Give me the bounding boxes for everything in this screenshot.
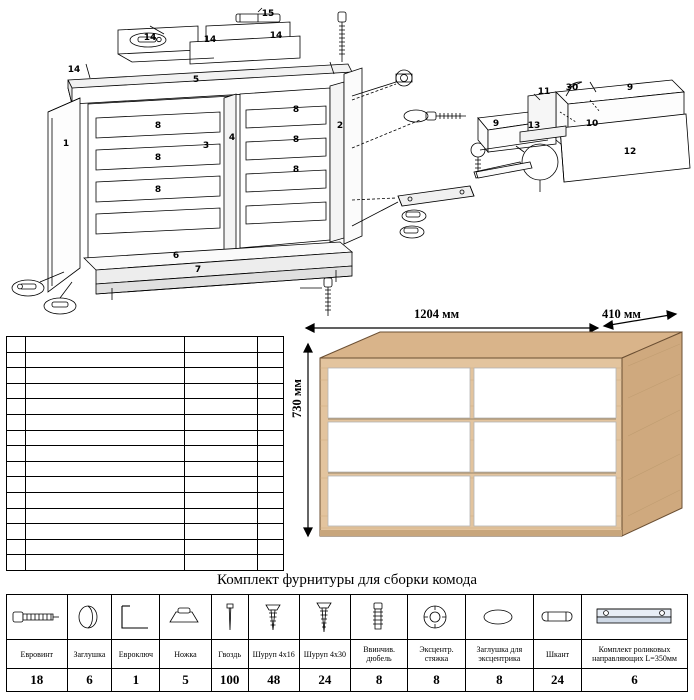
- hardware-item-count: 5: [160, 669, 211, 692]
- screw-in-dowel-icon: [350, 595, 407, 640]
- svg-text:14: 14: [203, 35, 217, 45]
- nail-icon: [211, 595, 248, 640]
- eccentric-cap-icon: [465, 595, 533, 640]
- svg-text:10: 10: [585, 119, 599, 129]
- dowel-icon: [534, 595, 582, 640]
- hardware-item-name: Ввинчив. дюбель: [350, 640, 407, 669]
- slide-set-icon: [582, 595, 688, 640]
- svg-text:7: 7: [194, 265, 202, 275]
- hardware-kit-table: [6, 594, 688, 692]
- svg-text:1: 1: [62, 139, 70, 149]
- part-number: [7, 555, 26, 571]
- part-number: [7, 508, 26, 524]
- svg-text:8: 8: [154, 121, 162, 131]
- part-number: [7, 524, 26, 540]
- part-number: [7, 492, 26, 508]
- hardware-item-name: Шуруп 4х30: [299, 640, 350, 669]
- svg-text:30: 30: [565, 83, 579, 93]
- svg-text:5: 5: [192, 75, 200, 85]
- table-row: [7, 461, 284, 477]
- part-size: [185, 446, 258, 462]
- hardware-section-title: Комплект фурнитуры для сборки комода: [216, 572, 477, 588]
- part-name: [25, 399, 185, 415]
- part-name: [25, 337, 185, 353]
- part-qty: [257, 368, 283, 384]
- part-number: [7, 368, 26, 384]
- part-number: [7, 414, 26, 430]
- part-size: [185, 508, 258, 524]
- hardware-item-count: 8: [408, 669, 465, 692]
- parts-list-table: [6, 336, 284, 571]
- eccentric-tie-icon: [408, 595, 465, 640]
- part-number: [7, 446, 26, 462]
- part-qty: [257, 352, 283, 368]
- part-name: [25, 461, 185, 477]
- table-row: [7, 414, 284, 430]
- part-number: [7, 477, 26, 493]
- svg-text:4: 4: [228, 133, 236, 143]
- part-qty: [257, 508, 283, 524]
- part-name: [25, 446, 185, 462]
- depth-dimension-label: 410 мм: [602, 307, 641, 321]
- svg-text:15: 15: [261, 9, 275, 19]
- svg-text:9: 9: [626, 83, 634, 93]
- svg-text:9: 9: [492, 119, 500, 129]
- table-row: [7, 368, 284, 384]
- part-size: [185, 352, 258, 368]
- svg-text:3: 3: [202, 141, 210, 151]
- euro-screw-icon: [7, 595, 68, 640]
- height-dimension-label: 730 мм: [290, 379, 304, 418]
- hardware-item-name: Заглушка для эксцентрика: [465, 640, 533, 669]
- part-size: [185, 368, 258, 384]
- hardware-item-name: Шкант: [534, 640, 582, 669]
- screw-4x30-icon: [299, 595, 350, 640]
- table-row: [7, 352, 284, 368]
- table-row: [7, 555, 284, 571]
- part-name: [25, 555, 185, 571]
- part-name: [25, 539, 185, 555]
- part-name: [25, 477, 185, 493]
- hardware-item-count: 8: [465, 669, 533, 692]
- part-name: [25, 430, 185, 446]
- hardware-item-name: Шуруп 4х16: [248, 640, 299, 669]
- part-name: [25, 524, 185, 540]
- hardware-item-name: Евроключ: [112, 640, 160, 669]
- hardware-item-name: Ножка: [160, 640, 211, 669]
- part-qty: [257, 446, 283, 462]
- hardware-item-name: Эксцентр. стяжка: [408, 640, 465, 669]
- hardware-item-name: Комплект роликовых направляющих L=350мм: [582, 640, 688, 669]
- part-qty: [257, 383, 283, 399]
- svg-text:2: 2: [336, 121, 344, 131]
- part-size: [185, 383, 258, 399]
- part-size: [185, 399, 258, 415]
- screw-4x16-icon: [248, 595, 299, 640]
- hardware-item-name: Заглушка: [67, 640, 112, 669]
- part-qty: [257, 524, 283, 540]
- part-number: [7, 461, 26, 477]
- part-number: [7, 352, 26, 368]
- table-row: [7, 399, 284, 415]
- hardware-item-count: 100: [211, 669, 248, 692]
- hardware-item-name: Евровинт: [7, 640, 68, 669]
- part-name: [25, 352, 185, 368]
- part-number: [7, 337, 26, 353]
- table-row: [7, 539, 284, 555]
- part-number: [7, 399, 26, 415]
- foot-icon: [160, 595, 211, 640]
- svg-text:14: 14: [67, 65, 81, 75]
- euro-key-icon: [112, 595, 160, 640]
- part-name: [25, 508, 185, 524]
- table-row: [7, 508, 284, 524]
- exploded-assembly-diagram: [0, 0, 694, 320]
- svg-text:8: 8: [292, 135, 300, 145]
- part-qty: [257, 430, 283, 446]
- part-number: [7, 430, 26, 446]
- part-size: [185, 492, 258, 508]
- part-size: [185, 477, 258, 493]
- svg-text:8: 8: [292, 165, 300, 175]
- table-row: [7, 524, 284, 540]
- part-size: [185, 414, 258, 430]
- svg-text:6: 6: [172, 251, 180, 261]
- table-row: [7, 337, 284, 353]
- table-row: [7, 383, 284, 399]
- part-size: [185, 539, 258, 555]
- part-size: [185, 461, 258, 477]
- hardware-item-count: 48: [248, 669, 299, 692]
- part-size: [185, 524, 258, 540]
- svg-text:13: 13: [527, 121, 541, 131]
- hardware-item-count: 8: [350, 669, 407, 692]
- svg-text:11: 11: [537, 87, 551, 97]
- part-qty: [257, 555, 283, 571]
- product-dimensioned-view: [290, 307, 690, 565]
- hardware-item-count: 18: [7, 669, 68, 692]
- part-qty: [257, 539, 283, 555]
- svg-text:8: 8: [292, 105, 300, 115]
- table-row: [7, 430, 284, 446]
- part-qty: [257, 477, 283, 493]
- hardware-item-count: 24: [299, 669, 350, 692]
- table-row: [7, 477, 284, 493]
- part-name: [25, 492, 185, 508]
- part-qty: [257, 414, 283, 430]
- part-qty: [257, 337, 283, 353]
- table-row: [7, 446, 284, 462]
- part-qty: [257, 461, 283, 477]
- svg-text:14: 14: [269, 31, 283, 41]
- svg-text:8: 8: [154, 185, 162, 195]
- part-size: [185, 430, 258, 446]
- part-name: [25, 383, 185, 399]
- part-number: [7, 383, 26, 399]
- svg-text:12: 12: [623, 147, 637, 157]
- hardware-item-name: Гвоздь: [211, 640, 248, 669]
- width-dimension-label: 1204 мм: [414, 307, 460, 321]
- table-row: [7, 492, 284, 508]
- svg-text:8: 8: [154, 153, 162, 163]
- part-name: [25, 414, 185, 430]
- hardware-item-count: 1: [112, 669, 160, 692]
- part-qty: [257, 399, 283, 415]
- hardware-item-count: 6: [67, 669, 112, 692]
- part-size: [185, 337, 258, 353]
- part-size: [185, 555, 258, 571]
- cap-icon: [67, 595, 112, 640]
- part-qty: [257, 492, 283, 508]
- svg-text:14: 14: [143, 33, 157, 43]
- hardware-item-count: 6: [582, 669, 688, 692]
- part-number: [7, 539, 26, 555]
- hardware-item-count: 24: [534, 669, 582, 692]
- part-name: [25, 368, 185, 384]
